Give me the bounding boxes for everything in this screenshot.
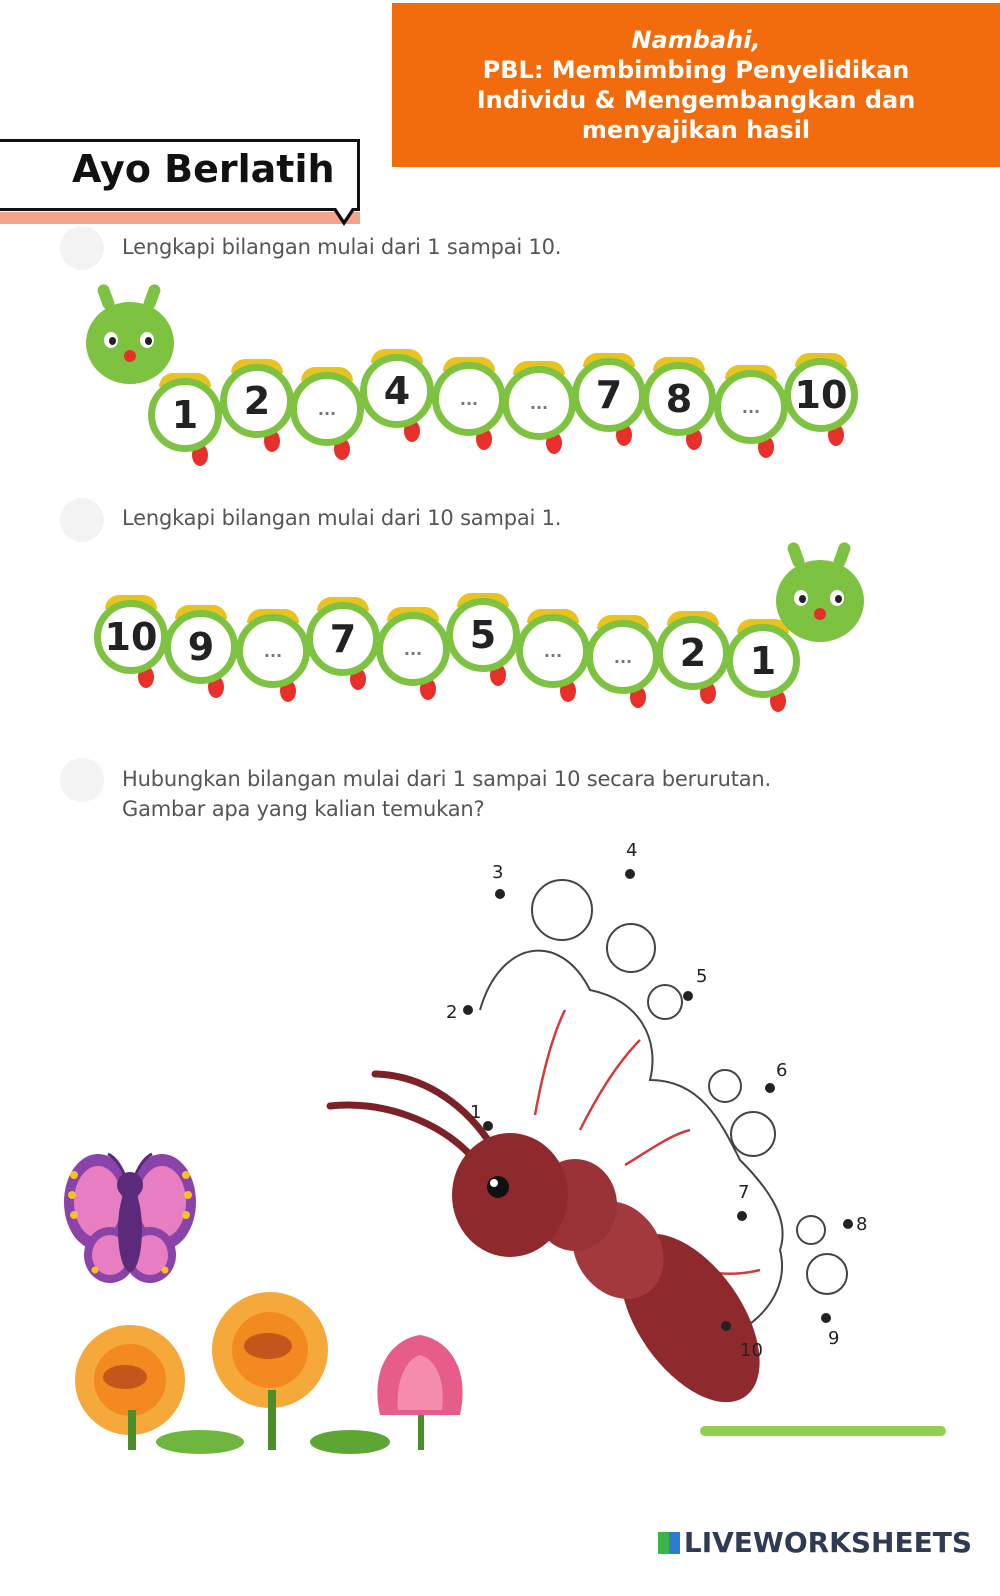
title-tail-inner <box>336 208 352 220</box>
instruction-3a: Hubungkan bilangan mulai dari 1 sampai 10 secara berurutan. <box>122 767 771 791</box>
caterpillar-head-icon <box>86 302 174 384</box>
number-segment: 1 <box>726 624 800 698</box>
instruction-3b: Gambar apa yang kalian temukan? <box>122 797 485 821</box>
caterpillar-2 <box>0 530 1000 730</box>
dot-label: 3 <box>492 862 504 883</box>
dot-label: 6 <box>776 1060 788 1081</box>
connect-dots-illustration <box>0 830 1000 1470</box>
blank-number-slot[interactable]: ... <box>376 612 450 686</box>
liveworksheets-logo-text: LIVEWORKSHEETS <box>683 1526 972 1559</box>
header-line-4: menyajikan hasil <box>581 116 811 144</box>
blank-number-slot[interactable]: ... <box>586 620 660 694</box>
header-line-2: PBL: Membimbing Penyelidikan <box>482 56 910 84</box>
dot-point[interactable] <box>463 1005 473 1015</box>
dot-point[interactable] <box>625 869 635 879</box>
instruction-1: Lengkapi bilangan mulai dari 1 sampai 10. <box>122 235 562 259</box>
dot-label: 9 <box>828 1328 840 1349</box>
header-banner <box>392 3 1000 167</box>
blank-number-slot[interactable]: ... <box>516 614 590 688</box>
bullet-3 <box>60 758 104 802</box>
number-segment: 9 <box>164 610 238 684</box>
title-underline <box>0 212 360 224</box>
dot-label: 5 <box>696 966 708 987</box>
blank-number-slot[interactable]: ... <box>432 362 506 436</box>
number-segment: 8 <box>642 362 716 436</box>
number-segment: 1 <box>148 378 222 452</box>
dot-label: 7 <box>738 1182 750 1203</box>
dot-point[interactable] <box>683 991 693 1001</box>
dot-point[interactable] <box>765 1083 775 1093</box>
dot-point[interactable] <box>495 889 505 899</box>
dot-point[interactable] <box>483 1121 493 1131</box>
page-title: Ayo Berlatih <box>72 147 335 191</box>
number-segment: 7 <box>572 358 646 432</box>
dot-point[interactable] <box>737 1211 747 1221</box>
liveworksheets-logo[interactable] <box>658 1526 972 1559</box>
number-segment: 2 <box>220 364 294 438</box>
blank-number-slot[interactable]: ... <box>236 614 310 688</box>
dot-point[interactable] <box>843 1219 853 1229</box>
liveworksheets-mark-icon <box>658 1532 680 1554</box>
small-butterfly-icon <box>64 1154 196 1283</box>
blank-number-slot[interactable]: ... <box>290 372 364 446</box>
bullet-1 <box>60 226 104 270</box>
caterpillar-1 <box>0 280 1000 480</box>
number-segment: 10 <box>94 600 168 674</box>
dot-label: 2 <box>446 1002 458 1023</box>
dot-point[interactable] <box>721 1321 731 1331</box>
number-segment: 2 <box>656 616 730 690</box>
blank-number-slot[interactable]: ... <box>714 370 788 444</box>
dot-point[interactable] <box>821 1313 831 1323</box>
blank-number-slot[interactable]: ... <box>502 366 576 440</box>
instruction-2: Lengkapi bilangan mulai dari 10 sampai 1. <box>122 506 562 530</box>
dot-label: 4 <box>626 840 638 861</box>
header-line-1: Nambahi, <box>631 26 761 54</box>
dot-label: 1 <box>470 1102 482 1123</box>
header-line-3: Individu & Mengembangkan dan <box>476 86 916 114</box>
number-segment: 5 <box>446 598 520 672</box>
number-segment: 7 <box>306 602 380 676</box>
number-segment: 10 <box>784 358 858 432</box>
dot-label: 10 <box>740 1340 763 1361</box>
number-segment: 4 <box>360 354 434 428</box>
caterpillar-head-icon <box>776 560 864 642</box>
dot-label: 8 <box>856 1214 868 1235</box>
